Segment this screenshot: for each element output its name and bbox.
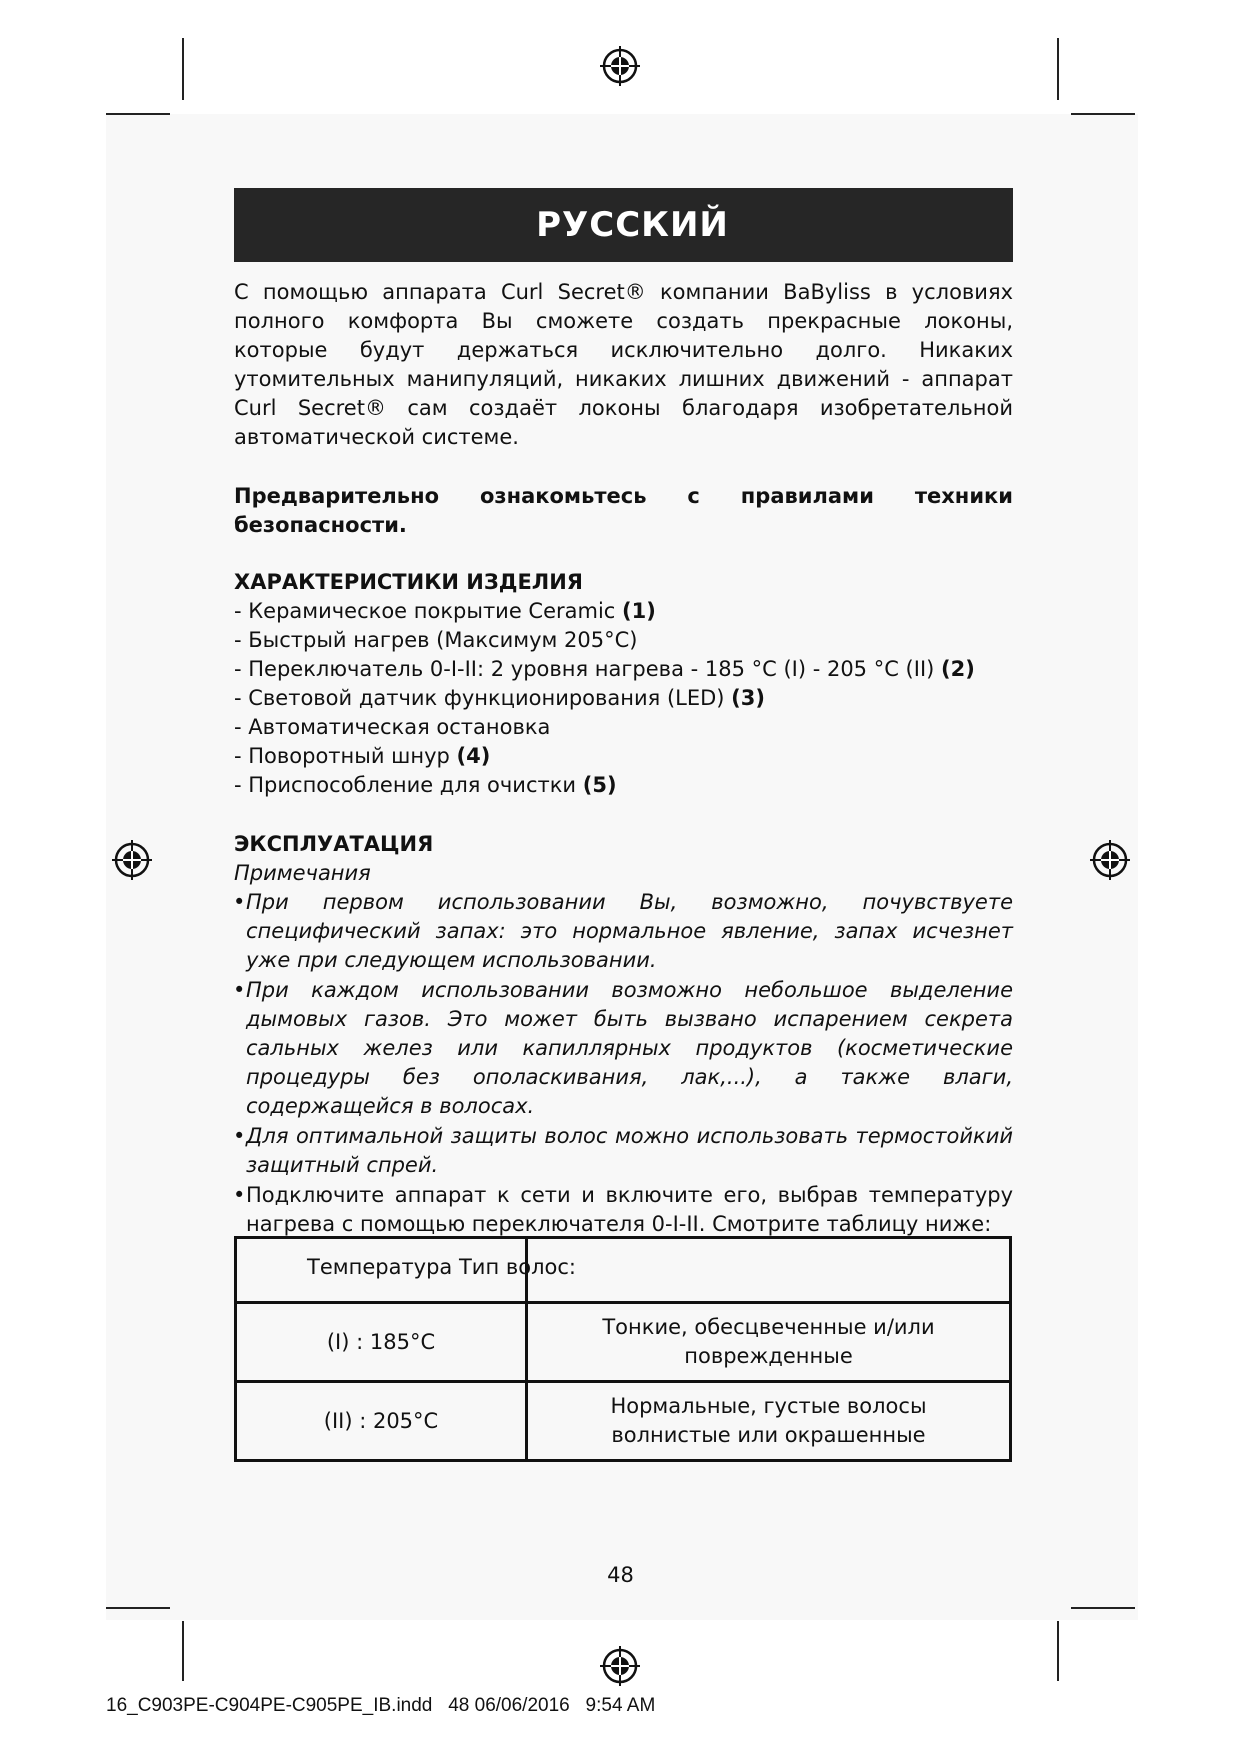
list-item — [234, 626, 1013, 655]
language-title-bar — [234, 188, 1013, 262]
crop-mark — [1057, 38, 1059, 100]
feature-text: - Керамическое покрытие Ceramic — [234, 599, 623, 623]
usage-section — [234, 830, 1013, 1240]
feature-ref: (3) — [731, 686, 765, 710]
feature-text: - Приспособление для очистки — [234, 773, 583, 797]
crop-mark — [1057, 1621, 1059, 1681]
intro-paragraph: С помощью аппарата Curl Secret® компании BaByliss в условиях полного комфорта Вы сможете создать прекрасные локоны, которые будут держаться исключительно долго. Никаких утомительных манипуляций, никаких лишних движений - аппарат Curl Secret® сам создаёт локоны благодаря изобретательной автоматической системе. — [234, 280, 1013, 449]
safety-warning-line2: безопасности. — [234, 513, 407, 537]
hair-type-cell — [527, 1303, 1011, 1382]
list-item — [234, 655, 1013, 684]
crop-mark — [1071, 113, 1135, 115]
page-number: 48 — [607, 1563, 634, 1587]
print-slug: 16_C903PE-C904PE-C905PE_IB.indd 48 06/06/2016 9:54 AM — [106, 1695, 656, 1716]
notes-subheading: Примечания — [234, 861, 371, 885]
table-header-text: Температура Тип волос: — [307, 1255, 576, 1279]
table-header-cell — [527, 1238, 1011, 1303]
list-item — [234, 742, 1013, 771]
registration-mark-icon — [598, 1644, 642, 1688]
registration-mark-icon — [110, 838, 154, 882]
notes-list — [234, 888, 1013, 1239]
feature-ref: (4) — [456, 744, 491, 768]
registration-mark-icon — [598, 44, 642, 88]
temperature-cell: (I) : 185°C — [236, 1303, 527, 1382]
list-item — [234, 684, 1013, 713]
list-item: • При первом использовании Вы, возможно, почувствуете специфический запах: это нормальное явление, запах исчезнет уже при следующем использовании. — [234, 888, 1013, 975]
feature-ref: (2) — [941, 657, 975, 681]
hair-type-line: волнистые или окрашенные — [611, 1423, 926, 1447]
crop-mark — [1071, 1607, 1135, 1609]
list-item — [234, 713, 1013, 742]
list-item: • Для оптимальной защиты волос можно использовать термостойкий защитный спрей. — [234, 1122, 1013, 1180]
features-section — [234, 568, 1013, 800]
list-item — [234, 771, 1013, 800]
safety-warning-line1: Предварительно ознакомьтесь с правилами техники — [234, 484, 1013, 508]
hair-type-cell — [527, 1382, 1011, 1461]
table-row — [236, 1382, 1011, 1461]
features-heading: ХАРАКТЕРИСТИКИ ИЗДЕЛИЯ — [234, 570, 583, 594]
usage-heading: ЭКСПЛУАТАЦИЯ — [234, 832, 434, 856]
crop-mark — [182, 1621, 184, 1681]
list-item: • Подключите аппарат к сети и включите его, выбрав температуру нагрева с помощью переключателя 0-I-II. Смотрите таблицу ниже: — [234, 1181, 1013, 1239]
feature-ref: (1) — [622, 599, 656, 623]
features-list — [234, 597, 1013, 800]
feature-ref: (5) — [582, 773, 617, 797]
table-row — [236, 1303, 1011, 1382]
crop-mark — [106, 1607, 170, 1609]
list-item: • При каждом использовании возможно небольшое выделение дымовых газов. Это может быть вызвано испарением секрета сальных желез или капиллярных продуктов (косметические процедуры без ополаскивания, лак,...), а также влаги, содержащейся в волосах. — [234, 976, 1013, 1121]
hair-type-line: Тонкие, обесцвеченные и/или — [602, 1315, 935, 1339]
feature-text: - Автоматическая остановка — [234, 715, 551, 739]
registration-mark-icon — [1088, 838, 1132, 882]
crop-mark — [182, 38, 184, 100]
feature-text: - Быстрый нагрев (Максимум 205°C) — [234, 628, 638, 652]
feature-text: - Переключатель 0-I-II: 2 уровня нагрева - 185 °C (I) - 205 °C (II) — [234, 657, 942, 681]
hair-type-line: поврежденные — [684, 1344, 853, 1368]
feature-text: - Поворотный шнур — [234, 744, 457, 768]
page-title: РУССКИЙ — [536, 205, 729, 245]
hair-type-line: Нормальные, густые волосы — [610, 1394, 927, 1418]
safety-warning — [234, 482, 1013, 540]
list-item — [234, 597, 1013, 626]
temperature-cell: (II) : 205°C — [236, 1382, 527, 1461]
feature-text: - Световой датчик функционирования (LED) — [234, 686, 732, 710]
crop-mark — [106, 113, 170, 115]
